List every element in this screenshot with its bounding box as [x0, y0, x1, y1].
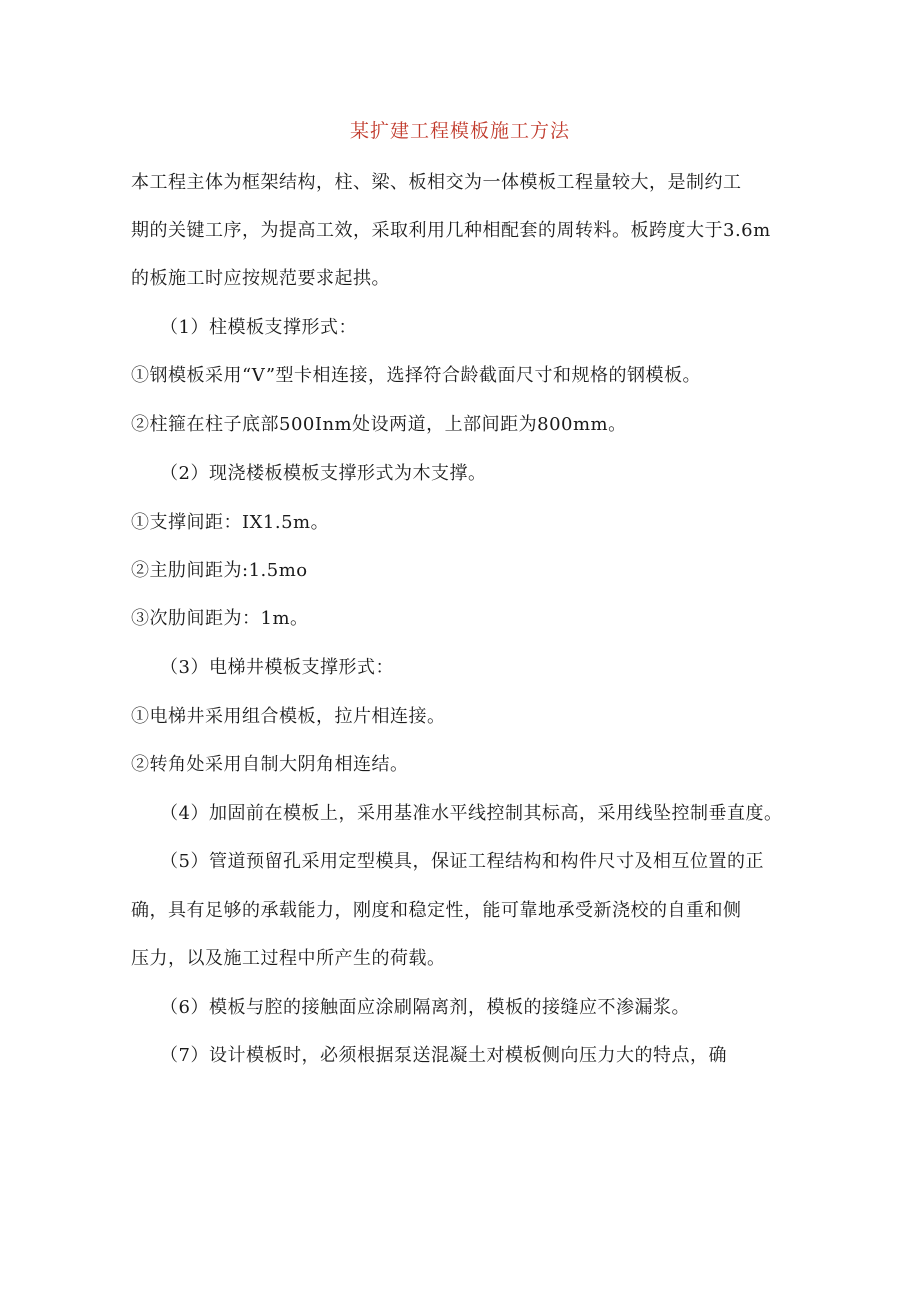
paragraph-line: 确，具有足够的承载能力，刚度和稳定性，能可靠地承受新浇校的自重和侧	[131, 900, 742, 921]
section-6-line: （6）模板与腔的接触面应涂刷隔离剂，模板的接缝应不渗漏浆。	[160, 997, 690, 1018]
section-heading-1: （1）柱模板支撑形式：	[160, 317, 357, 338]
list-item: ②转角处采用自制大阴角相连结。	[131, 754, 409, 775]
section-5-line: （5）管道预留孔采用定型模具，保证工程结构和构件尺寸及相互位置的正	[160, 851, 764, 872]
list-item: ①支撑间距：IX1.5m。	[131, 512, 330, 533]
paragraph-line: 压力，以及施工过程中所产生的荷载。	[131, 948, 446, 969]
section-heading-3: （3）电梯井模板支撑形式：	[160, 657, 394, 678]
list-item: ③次肋间距为：1m。	[131, 608, 309, 629]
document-title: 某扩建工程模板施工方法	[349, 120, 570, 142]
list-item: ②主肋间距为:1.5mo	[131, 560, 308, 581]
list-item: ②柱箍在柱子底部500Inm处设两道，上部间距为800mm。	[131, 414, 627, 435]
section-4-line: （4）加固前在模板上，采用基准水平线控制其标高，采用线坠控制垂直度。	[160, 803, 783, 824]
section-heading-2: （2）现浇楼板模板支撑形式为木支撑。	[160, 463, 487, 484]
paragraph-line: 的板施工时应按规范要求起拱。	[131, 268, 390, 289]
paragraph-line: 期的关键工序，为提高工效，采取利用几种相配套的周转料。板跨度大于3.6m	[131, 220, 771, 241]
list-item: ①钢模板采用“V”型卡相连接，选择符合龄截面尺寸和规格的钢模板。	[131, 365, 702, 386]
paragraph-line: 本工程主体为框架结构，柱、梁、板相交为一体模板工程量较大，是制约工	[131, 172, 742, 193]
section-7-line: （7）设计模板时，必须根据泵送混凝土对模板侧向压力大的特点，确	[160, 1045, 727, 1066]
list-item: ①电梯井采用组合模板，拉片相连接。	[131, 706, 446, 727]
